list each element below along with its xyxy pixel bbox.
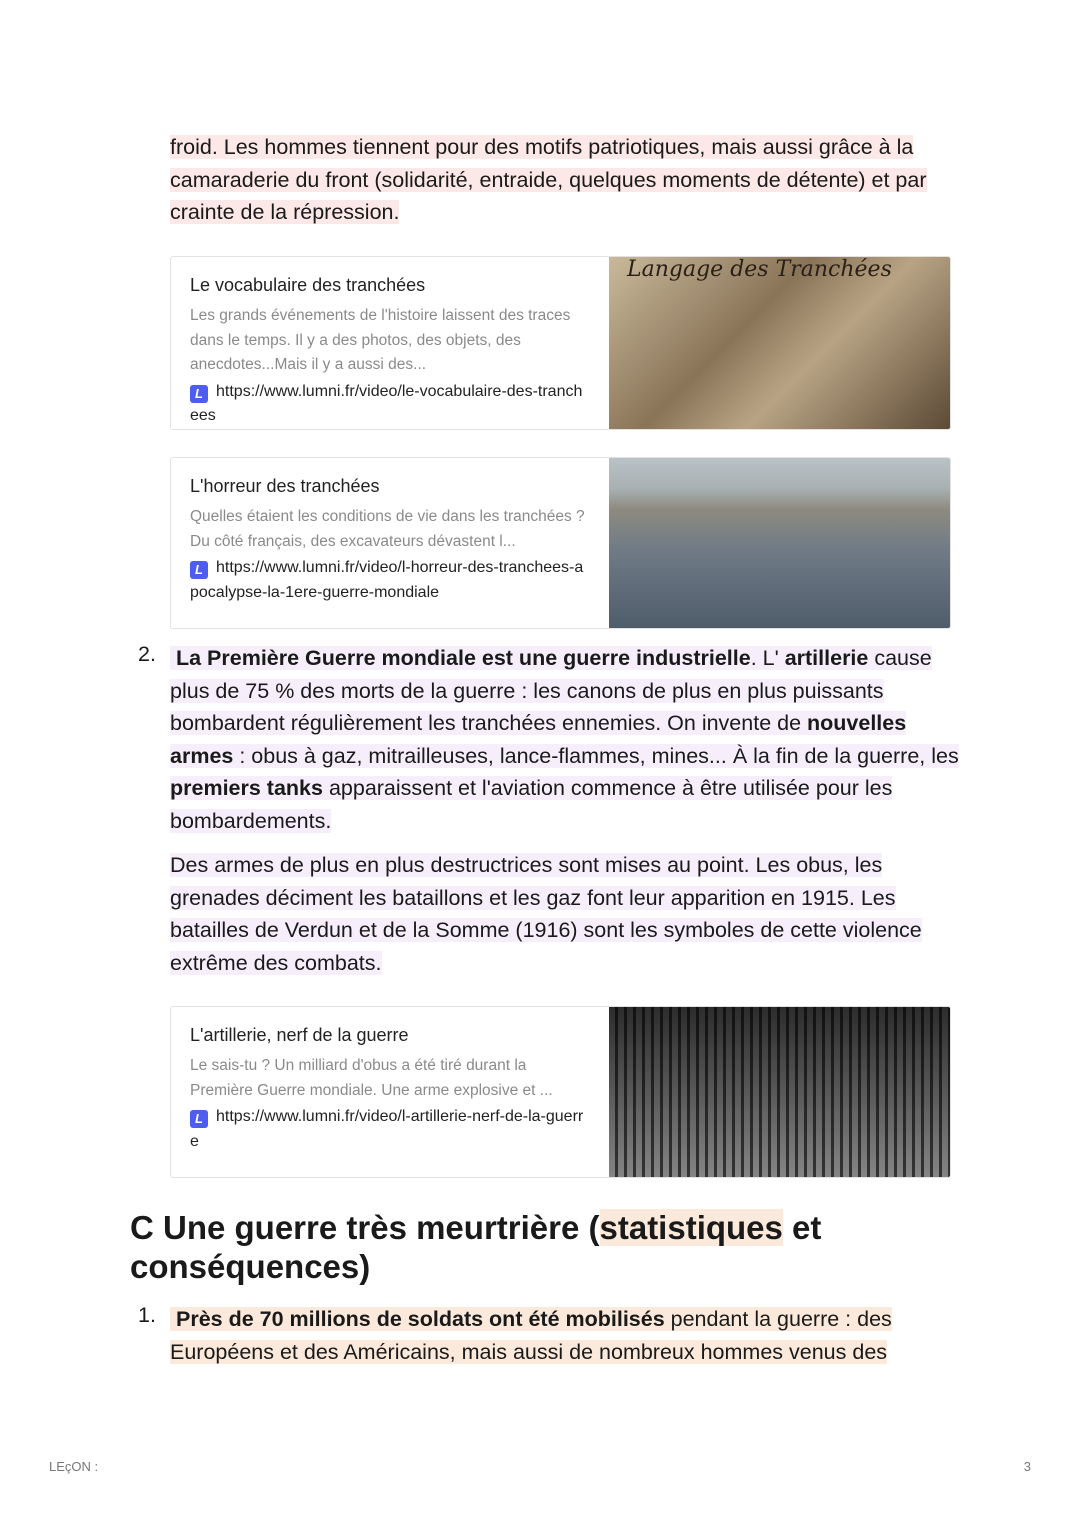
footer-lesson-label: LEçON : <box>49 1459 99 1474</box>
paragraph-weapons <box>170 849 960 979</box>
list-number: 2. <box>138 642 156 666</box>
item1-paragraph <box>170 1303 960 1368</box>
list-number: 1. <box>138 1303 156 1327</box>
bold-text: artillerie <box>784 646 869 670</box>
bold-text: nouvelles armes <box>170 711 907 768</box>
text: Des armes de plus en plus destructrices sont mises au point. Les obus, les grenades déciment les bataillons et les gaz font leur apparition en 1915. Les batailles de Verdun et de la Somme (1916) sont les symboles de cette violence extrême des combats. <box>170 853 922 975</box>
lumni-logo-icon: L <box>190 1110 208 1128</box>
card-title: L'artillerie, nerf de la guerre <box>190 1025 409 1045</box>
card-description: Les grands événements de l'histoire laissent des traces dans le temps. Il y a des photos, des objets, des anecdotes...Mais il y a aussi des... <box>190 307 571 373</box>
intro-paragraph <box>170 131 960 229</box>
bold-text: La Première Guerre mondiale est une guerre industrielle <box>175 646 751 670</box>
intro-text: froid. Les hommes tiennent pour des motifs patriotiques, mais aussi grâce à la camaraderie du front (solidarité, entraide, quelques moments de détente) et par crainte de la répression. <box>170 135 927 225</box>
card-url[interactable] <box>190 1105 590 1154</box>
text: : obus à gaz, mitrailleuses, lance-flammes, mines... À la fin de la guerre, les <box>233 743 959 768</box>
link-card[interactable] <box>170 1006 951 1178</box>
card-thumbnail <box>609 458 950 628</box>
link-card[interactable] <box>170 256 951 430</box>
card-title: L'horreur des tranchées <box>190 476 380 496</box>
item2-paragraph <box>170 642 960 838</box>
thumbnail-caption: Langage des Tranchées <box>627 257 892 282</box>
heading-highlight: statistiques <box>599 1209 783 1246</box>
card-thumbnail <box>609 1007 950 1177</box>
lumni-logo-icon: L <box>190 561 208 579</box>
card-url[interactable] <box>190 556 590 605</box>
bold-text: Près de 70 millions de soldats ont été mobilisés <box>175 1307 665 1331</box>
heading-text: C Une guerre très meurtrière ( <box>130 1209 600 1246</box>
bold-text: premiers tanks <box>170 776 323 801</box>
text: cause plus de 75 % des morts de la guerre : les canons de plus en plus puissants bombardent régulièrement les tranchées ennemies. On invente de <box>170 646 932 736</box>
card-description: Le sais-tu ? Un milliard d'obus a été tiré durant la Première Guerre mondiale. Une arme explosive et ... <box>190 1057 553 1099</box>
lumni-logo-icon: L <box>190 385 208 403</box>
card-thumbnail <box>609 257 950 429</box>
card-url-text: https://www.lumni.fr/video/l-artillerie-nerf-de-la-guerre <box>190 1108 584 1150</box>
text: pendant la guerre : des Européens et des Américains, mais aussi de nombreux hommes venus des <box>170 1307 892 1364</box>
page-number: 3 <box>1023 1459 1031 1474</box>
heading-text: et conséquences) <box>130 1209 822 1285</box>
card-description: Quelles étaient les conditions de vie dans les tranchées ? Du côté français, des excavateurs dévastent l... <box>190 508 585 550</box>
link-card[interactable] <box>170 457 951 629</box>
card-url-text: https://www.lumni.fr/video/l-horreur-des-tranchees-apocalypse-la-1ere-guerre-mondiale <box>190 559 584 601</box>
card-title: Le vocabulaire des tranchées <box>190 275 426 295</box>
text: apparaissent et l'aviation commence à être utilisée pour les bombardements. <box>170 776 893 833</box>
text: . L' <box>750 646 785 670</box>
section-heading <box>130 1208 930 1286</box>
card-url[interactable] <box>190 380 590 429</box>
card-url-text: https://www.lumni.fr/video/le-vocabulaire-des-tranchees <box>190 382 583 424</box>
